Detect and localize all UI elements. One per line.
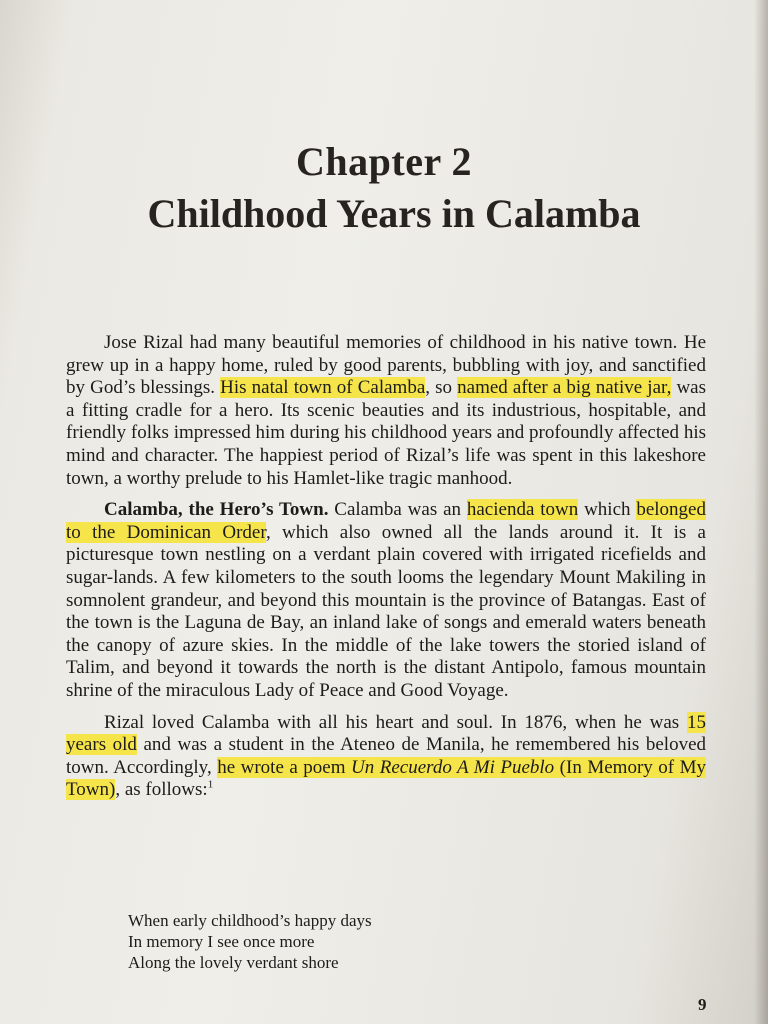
chapter-number: Chapter 2: [296, 139, 472, 184]
highlight-native-jar: named after a big native jar,: [457, 377, 672, 399]
poem-line: Along the lovely verdant shore: [128, 953, 339, 972]
paragraph-1-text-b: , so: [425, 377, 458, 399]
poem-title: Un Recuerdo A Mi Pueblo: [351, 756, 555, 778]
paragraph-2-text-c: , which also owned all the lands around it. It is a picturesque town nestling on a verdant plain covered with irrigated ricefields and sugar-lands. A few kilometers to the south looms the legendary Mount Makiling in somnolent grandeur, and beyond this mountain is the province of Batangas. East of the town is the Laguna de Bay, an inland lake of songs and emerald waters beneath the canopy of azure skies. In the middle of the lake towers the storied island of Talim, and beyond it towards the north is the distant Antipolo, famous mountain shrine of the miraculous Lady of Peace and Good Voyage.: [66, 521, 706, 701]
chapter-title: Childhood Years in Calamba: [147, 191, 641, 236]
paragraph-3: [66, 712, 706, 802]
run-in-heading: Calamba, the Hero’s Town.: [104, 499, 329, 521]
paragraph-2: [66, 499, 706, 702]
highlight-hacienda-town: hacienda town: [466, 499, 579, 521]
highlight-age: 15 years old: [66, 711, 706, 756]
paragraph-2-text-a: Calamba was an: [328, 499, 467, 521]
highlight-poem-lead: he wrote a poem: [217, 756, 352, 778]
body-text: [66, 332, 706, 811]
highlight-dominican-order: belonged to the Dominican Order: [66, 499, 706, 543]
poem-translation: (In Memory of My Town): [66, 756, 706, 801]
paragraph-1-text-a: Jose Rizal had many beautiful memories of childhood in his native town. He grew up in a happy home, ruled by good parents, bubbling with joy, and sanctified by God’s blessings.: [66, 332, 706, 399]
paragraph-3-text-a: Rizal loved Calamba with all his heart and soul. In 1876, when he was: [104, 711, 687, 733]
poem-line: In memory I see once more: [128, 932, 315, 951]
paragraph-1-text-c: was a fitting cradle for a hero. Its scenic beauties and its industrious, hospitable, and friendly folks impressed him during his childhood years and profoundly affected his mind and character. The happiest period of Rizal’s life was spent in this lakeshore town, a worthy prelude to his Hamlet-like tragic manhood.: [66, 377, 706, 489]
highlight-natal-town: His natal town of Calamba: [220, 377, 426, 399]
poem-excerpt: [128, 910, 372, 973]
paragraph-1: [66, 332, 706, 490]
page-number: 9: [698, 995, 707, 1014]
paragraph-2-text-b: which: [578, 499, 637, 521]
paragraph-3-text-b: and was a student in the Ateneo de Manila, he remembered his beloved town. Accordingly,: [66, 734, 706, 778]
poem-line: When early childhood’s happy days: [128, 911, 372, 930]
footnote-marker: 1: [207, 778, 214, 791]
paragraph-3-text-c: , as follows:: [115, 779, 208, 801]
